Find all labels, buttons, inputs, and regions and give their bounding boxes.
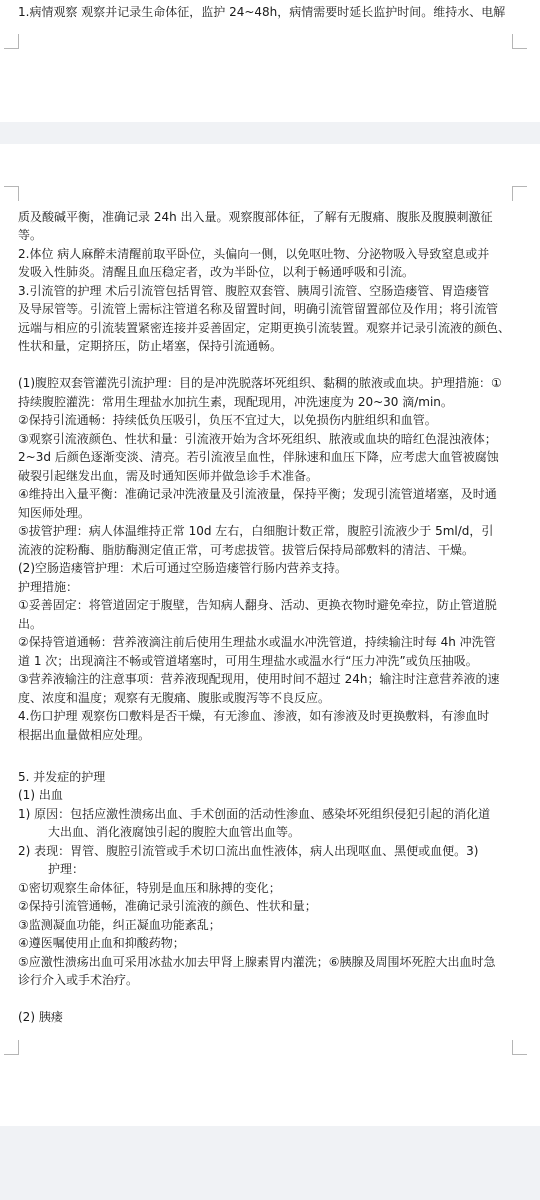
text-line: 性状和量，定期挤压，防止堵塞，保持引流通畅。 xyxy=(18,339,283,353)
page-gap-band xyxy=(0,122,540,144)
text-line: 出。 xyxy=(18,617,43,631)
text-line: 2) 表现：胃管、腹腔引流管或手术切口流出血性液体，病人出现呕血、黑便或血便。3) xyxy=(18,844,479,858)
text-line: 度、浓度和温度；观察有无腹痛、腹胀或腹泻等不良反应。 xyxy=(18,691,331,705)
text-line: (1)腹腔双套管灌洗引流护理：目的是冲洗脱落坏死组织、黏稠的脓液或血块。护理措施：① xyxy=(18,376,502,390)
text-line: (1) 出血 xyxy=(18,788,63,802)
text-line: 发吸入性肺炎。清醒且血压稳定者，改为半卧位，以利于畅通呼吸和引流。 xyxy=(18,265,415,279)
text-line: ②保持引流通畅：持续低负压吸引，负压不宜过大，以免损伤内脏组织和血管。 xyxy=(18,413,437,427)
crop-mark xyxy=(4,34,19,49)
text-line: ④遵医嘱使用止血和抑酸药物； xyxy=(18,936,185,950)
text-line: ③监测凝血功能，纠正凝血功能紊乱； xyxy=(18,918,221,932)
text-line: (2)空肠造瘘管护理：术后可通过空肠造瘘管行肠内营养支持。 xyxy=(18,561,348,575)
text-line: ⑤拔管护理：病人体温维持正常 10d 左右，白细胞计数正常，腹腔引流液少于 5ml/d，引 xyxy=(18,524,494,538)
text-line: ⑤应激性溃疡出血可采用冰盐水加去甲肾上腺素胃内灌洗；⑥胰腺及周围坏死腔大出血时急 xyxy=(18,955,496,969)
text-line: ①密切观察生命体征，特别是血压和脉搏的变化； xyxy=(18,881,281,895)
text-line: 2~3d 后颜色逐渐变淡、清亮。若引流液呈血性，伴脉速和血压下降，应考虑大血管被腐蚀 xyxy=(18,450,499,464)
crop-mark xyxy=(4,1040,19,1055)
text-line: 等。 xyxy=(18,228,43,242)
text-line: ②保持引流管通畅，准确记录引流液的颜色、性状和量； xyxy=(18,899,317,913)
text-line: 根据出血量做相应处理。 xyxy=(18,728,151,742)
text-line: 及导尿管等。引流管上需标注管道名称及留置时间，明确引流管留置部位及作用；将引流管 xyxy=(18,302,499,316)
text-line: 持续腹腔灌洗：常用生理盐水加抗生素，现配现用，冲洗速度为 20~30 滴/min。 xyxy=(18,395,453,409)
text-line: 诊行介入或手术治疗。 xyxy=(18,973,139,987)
text-line: 3.引流管的护理 术后引流管包括胃管、腹腔双套管、胰周引流管、空肠造瘘管、胃造瘘管 xyxy=(18,284,490,298)
text-line: ③营养液输注的注意事项：营养液现配现用，使用时间不超过 24h；输注时注意营养液的速 xyxy=(18,672,500,686)
text-line: 知医师处理。 xyxy=(18,506,91,520)
crop-mark xyxy=(512,34,527,49)
text-line: ③观察引流液颜色、性状和量：引流液开始为含坏死组织、脓液或血块的暗红色混浊液体； xyxy=(18,432,497,446)
text-line: 1) 原因：包括应激性溃疡出血、手术创面的活动性渗血、感染坏死组织侵犯引起的消化道 xyxy=(18,807,491,821)
text-line: 质及酸碱平衡，准确记录 24h 出入量。观察腹部体征，了解有无腹痛、腹胀及腹膜刺激征 xyxy=(18,210,493,224)
text-line: 破裂引起继发出血，需及时通知医师并做急诊手术准备。 xyxy=(18,469,319,483)
crop-mark xyxy=(512,186,527,201)
text-line: 护理： xyxy=(48,862,85,876)
crop-mark xyxy=(512,1040,527,1055)
section-heading: 5. 并发症的护理 xyxy=(18,770,106,784)
text-line: 2.体位 病人麻醉未清醒前取平卧位，头偏向一侧，以免呕吐物、分泌物吸入导致窒息或并 xyxy=(18,247,490,261)
text-line: 护理措施： xyxy=(18,580,79,594)
text-line: 大出血、消化液腐蚀引起的腹腔大血管出血等。 xyxy=(48,825,301,839)
text-line: ①妥善固定：将管道固定于腹壁，告知病人翻身、活动、更换衣物时避免牵拉，防止管道脱 xyxy=(18,598,497,612)
section-heading: (2) 胰瘘 xyxy=(18,1010,63,1024)
text-line: 流液的淀粉酶、脂肪酶测定值正常，可考虑拔管。拔管后保持局部敷料的清洁、干燥。 xyxy=(18,543,475,557)
text-line: ④维持出入量平衡：准确记录冲洗液量及引流液量，保持平衡；发现引流管道堵塞，及时通 xyxy=(18,487,497,501)
text-line: 4.伤口护理 观察伤口敷料是否干燥，有无渗血、渗液，如有渗液及时更换敷料，有渗血时 xyxy=(18,709,490,723)
crop-mark xyxy=(4,186,19,201)
page-gap-band xyxy=(0,1126,540,1200)
text-line: ②保持管道通畅：营养液滴注前后使用生理盐水或温水冲洗管道，持续输注时每 4h 冲洗管 xyxy=(18,635,496,649)
text-line: 道 1 次；出现滴注不畅或管道堵塞时，可用生理盐水或温水行“压力冲洗”或负压抽吸。 xyxy=(18,654,478,668)
text-line: 1.病情观察 观察并记录生命体征，监护 24~48h，病情需要时延长监护时间。维持水、电解 xyxy=(18,5,506,19)
text-line: 远端与相应的引流装置紧密连接并妥善固定，定期更换引流装置。观察并记录引流液的颜色、 xyxy=(18,321,511,335)
